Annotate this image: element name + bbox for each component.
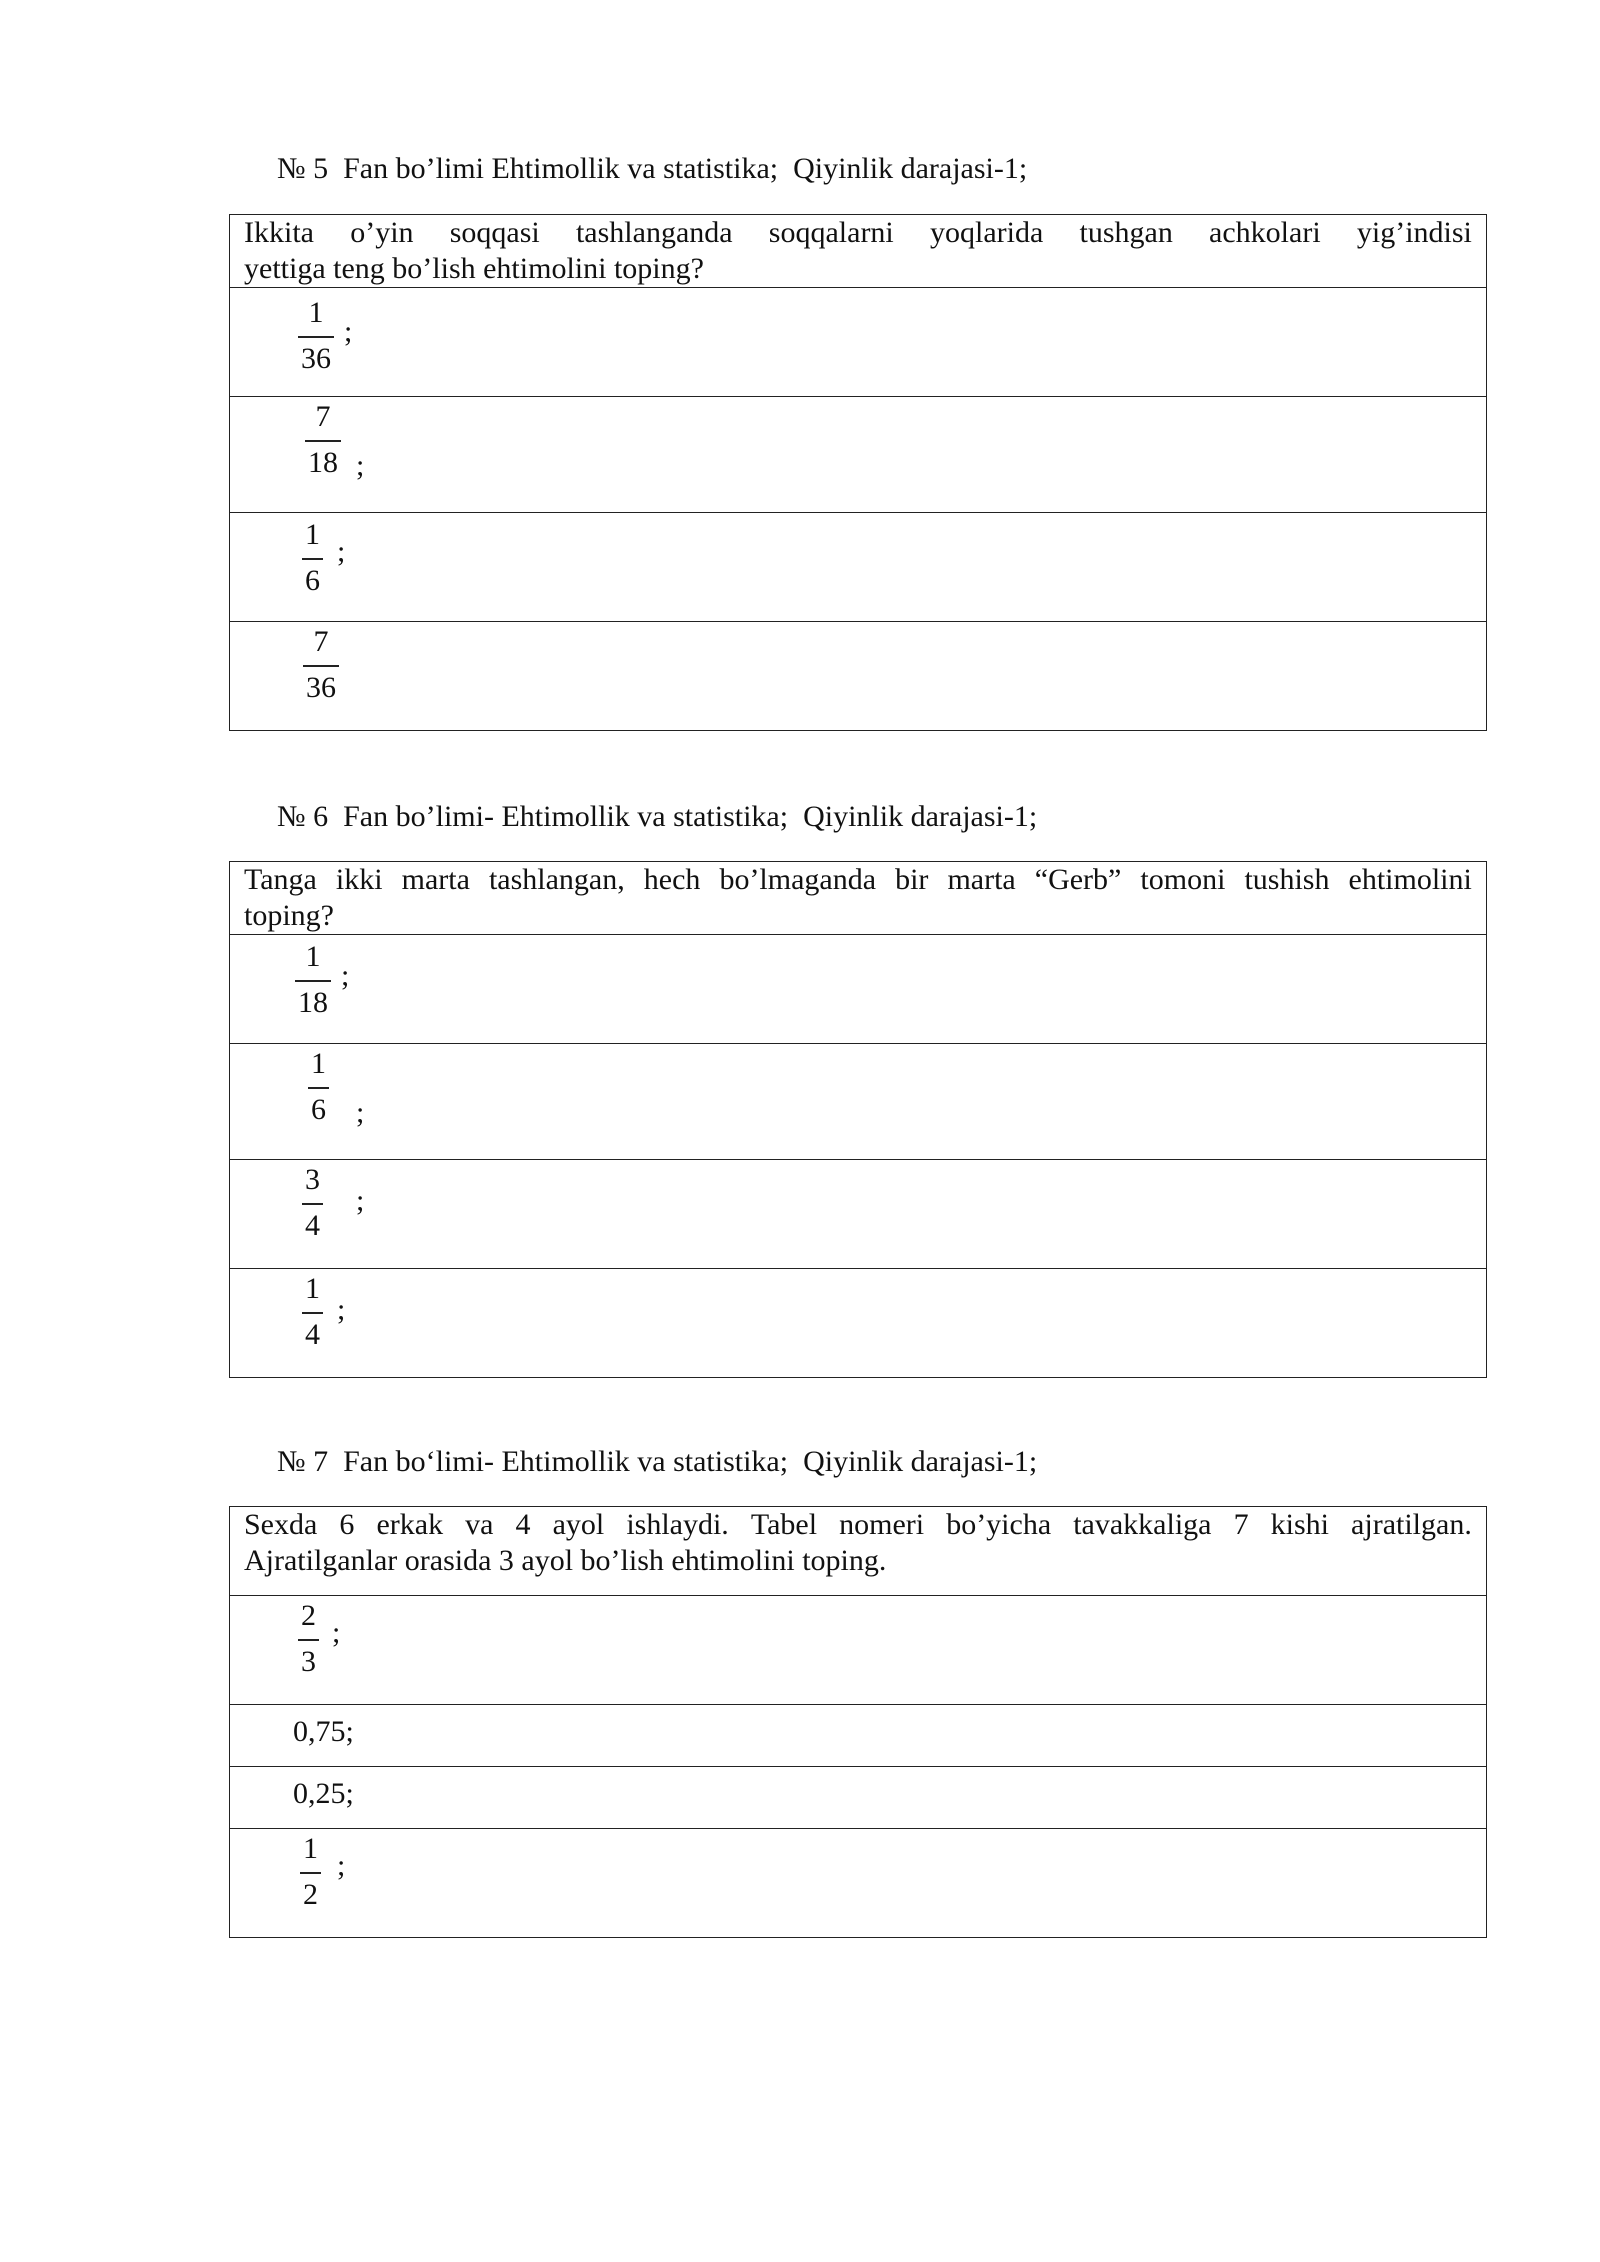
stem-word: soqqalarni (768, 216, 894, 249)
stem-word: marta (947, 863, 1016, 896)
numerator: 3 (305, 1163, 320, 1196)
numerator: 2 (301, 1599, 316, 1632)
option-suffix: ; (332, 1616, 341, 1649)
stem-word: o’yin (350, 216, 414, 249)
stem-word: yig’indisi (1356, 216, 1472, 249)
stem-word: bir (895, 863, 929, 896)
stem-word: ayol (552, 1508, 605, 1541)
fraction-bar (303, 665, 339, 667)
question-7-option-d[interactable] (230, 1829, 1487, 1938)
question-6-stem-line2: toping? (244, 899, 334, 932)
fraction (302, 1272, 323, 1352)
stem-word: 7 (1233, 1508, 1249, 1541)
stem-word: hech (643, 863, 701, 896)
stem-word: 4 (515, 1508, 531, 1541)
fraction (302, 518, 323, 598)
option-suffix: ; (337, 535, 346, 568)
fraction (295, 940, 331, 1020)
denominator: 4 (305, 1208, 320, 1242)
stem-word: ishlaydi. (626, 1508, 729, 1541)
stem-word: marta (401, 863, 470, 896)
numerator: 1 (305, 1272, 320, 1305)
denominator: 6 (305, 563, 320, 597)
numerator: 1 (305, 518, 320, 551)
fraction (305, 400, 341, 480)
question-5-option-a[interactable] (230, 288, 1487, 397)
option-suffix: ; (356, 1096, 365, 1129)
option-suffix: ; (337, 1849, 346, 1882)
fraction-bar (302, 558, 323, 560)
stem-word: Tanga (244, 863, 317, 896)
fraction (300, 1832, 321, 1912)
fraction-bar (298, 336, 334, 338)
denominator: 2 (303, 1877, 318, 1911)
option-suffix: ; (337, 1293, 346, 1326)
question-5-stem-line2: yettiga teng bo’lish ehtimolini toping? (244, 252, 704, 285)
numerator: 1 (311, 1047, 326, 1080)
stem-word: Sexda (244, 1508, 318, 1541)
stem-word: achkolari (1209, 216, 1321, 249)
question-5-stem (230, 215, 1487, 288)
question-5-heading: № 5 Fan bo’limi Ehtimollik va statistika; Qiyinlik darajasi-1; (277, 152, 1028, 185)
stem-word: tavakkaliga (1073, 1508, 1212, 1541)
stem-word: tushgan (1079, 216, 1173, 249)
fraction-bar (298, 1639, 319, 1641)
fraction-bar (302, 1312, 323, 1314)
question-5-stem-line1 (244, 215, 1472, 251)
stem-word: ehtimolini (1348, 863, 1472, 896)
question-6-option-b[interactable] (230, 1044, 1487, 1160)
question-6-stem (230, 862, 1487, 935)
option-suffix: ; (344, 315, 353, 348)
numerator: 7 (313, 625, 329, 658)
stem-word: yoqlarida (929, 216, 1044, 249)
question-5-option-d[interactable] (230, 622, 1487, 731)
stem-word: “Gerb” (1034, 863, 1122, 896)
question-7-table (229, 1506, 1487, 1938)
stem-word: 6 (339, 1508, 355, 1541)
stem-word: kishi (1270, 1508, 1329, 1541)
fraction-bar (300, 1872, 321, 1874)
question-6-option-d[interactable] (230, 1269, 1487, 1378)
fraction (303, 625, 339, 705)
stem-word: soqqasi (449, 216, 540, 249)
stem-word: ikki (335, 863, 383, 896)
stem-word: tushish (1244, 863, 1330, 896)
denominator: 18 (308, 445, 338, 479)
denominator: 36 (301, 341, 331, 375)
stem-word: Ikkita (244, 216, 314, 249)
question-7-stem-line1 (244, 1507, 1472, 1543)
numerator: 1 (308, 296, 324, 329)
question-5-option-b[interactable] (230, 397, 1487, 513)
numerator: 1 (305, 940, 321, 973)
numerator: 1 (303, 1832, 318, 1865)
stem-word: bo’yicha (946, 1508, 1052, 1541)
stem-word: nomeri (839, 1508, 925, 1541)
fraction-bar (308, 1087, 329, 1089)
denominator: 4 (305, 1317, 320, 1351)
denominator: 18 (298, 985, 328, 1019)
question-7-option-b[interactable] (230, 1705, 1487, 1767)
question-5-table (229, 214, 1487, 731)
fraction-bar (305, 440, 341, 442)
fraction (298, 296, 334, 376)
question-6-stem-line1 (244, 862, 1472, 898)
question-7-stem-line2: Ajratilganlar orasida 3 ayol bo’lish ehtimolini toping. (244, 1544, 887, 1577)
denominator: 3 (301, 1644, 316, 1678)
stem-word: Tabel (750, 1508, 818, 1541)
fraction-bar (295, 980, 331, 982)
question-6-option-a[interactable] (230, 935, 1487, 1044)
fraction (298, 1599, 319, 1679)
question-6-heading: № 6 Fan bo’limi- Ehtimollik va statistika; Qiyinlik darajasi-1; (277, 800, 1038, 833)
decimal-answer: 0,75; (293, 1715, 354, 1748)
question-7-option-a[interactable] (230, 1596, 1487, 1705)
question-5-option-c[interactable] (230, 513, 1487, 622)
denominator: 6 (311, 1092, 326, 1126)
stem-word: ajratilgan. (1351, 1508, 1472, 1541)
question-7-option-c[interactable] (230, 1767, 1487, 1829)
denominator: 36 (306, 670, 336, 704)
option-suffix: ; (356, 449, 365, 482)
stem-word: erkak (376, 1508, 444, 1541)
stem-word: tashlangan, (488, 863, 625, 896)
stem-word: bo’lmaganda (719, 863, 877, 896)
fraction-bar (302, 1203, 323, 1205)
fraction (302, 1163, 323, 1243)
decimal-answer: 0,25; (293, 1777, 354, 1810)
option-suffix: ; (356, 1184, 365, 1217)
numerator: 7 (315, 400, 331, 433)
stem-word: va (465, 1508, 494, 1541)
question-6-option-c[interactable] (230, 1160, 1487, 1269)
question-7-stem (230, 1507, 1487, 1596)
question-7-heading: № 7 Fan bo‘limi- Ehtimollik va statistika; Qiyinlik darajasi-1; (277, 1445, 1038, 1478)
fraction (308, 1047, 329, 1127)
question-6-table (229, 861, 1487, 1378)
stem-word: tomoni (1140, 863, 1226, 896)
stem-word: tashlanganda (575, 216, 733, 249)
option-suffix: ; (341, 959, 350, 992)
